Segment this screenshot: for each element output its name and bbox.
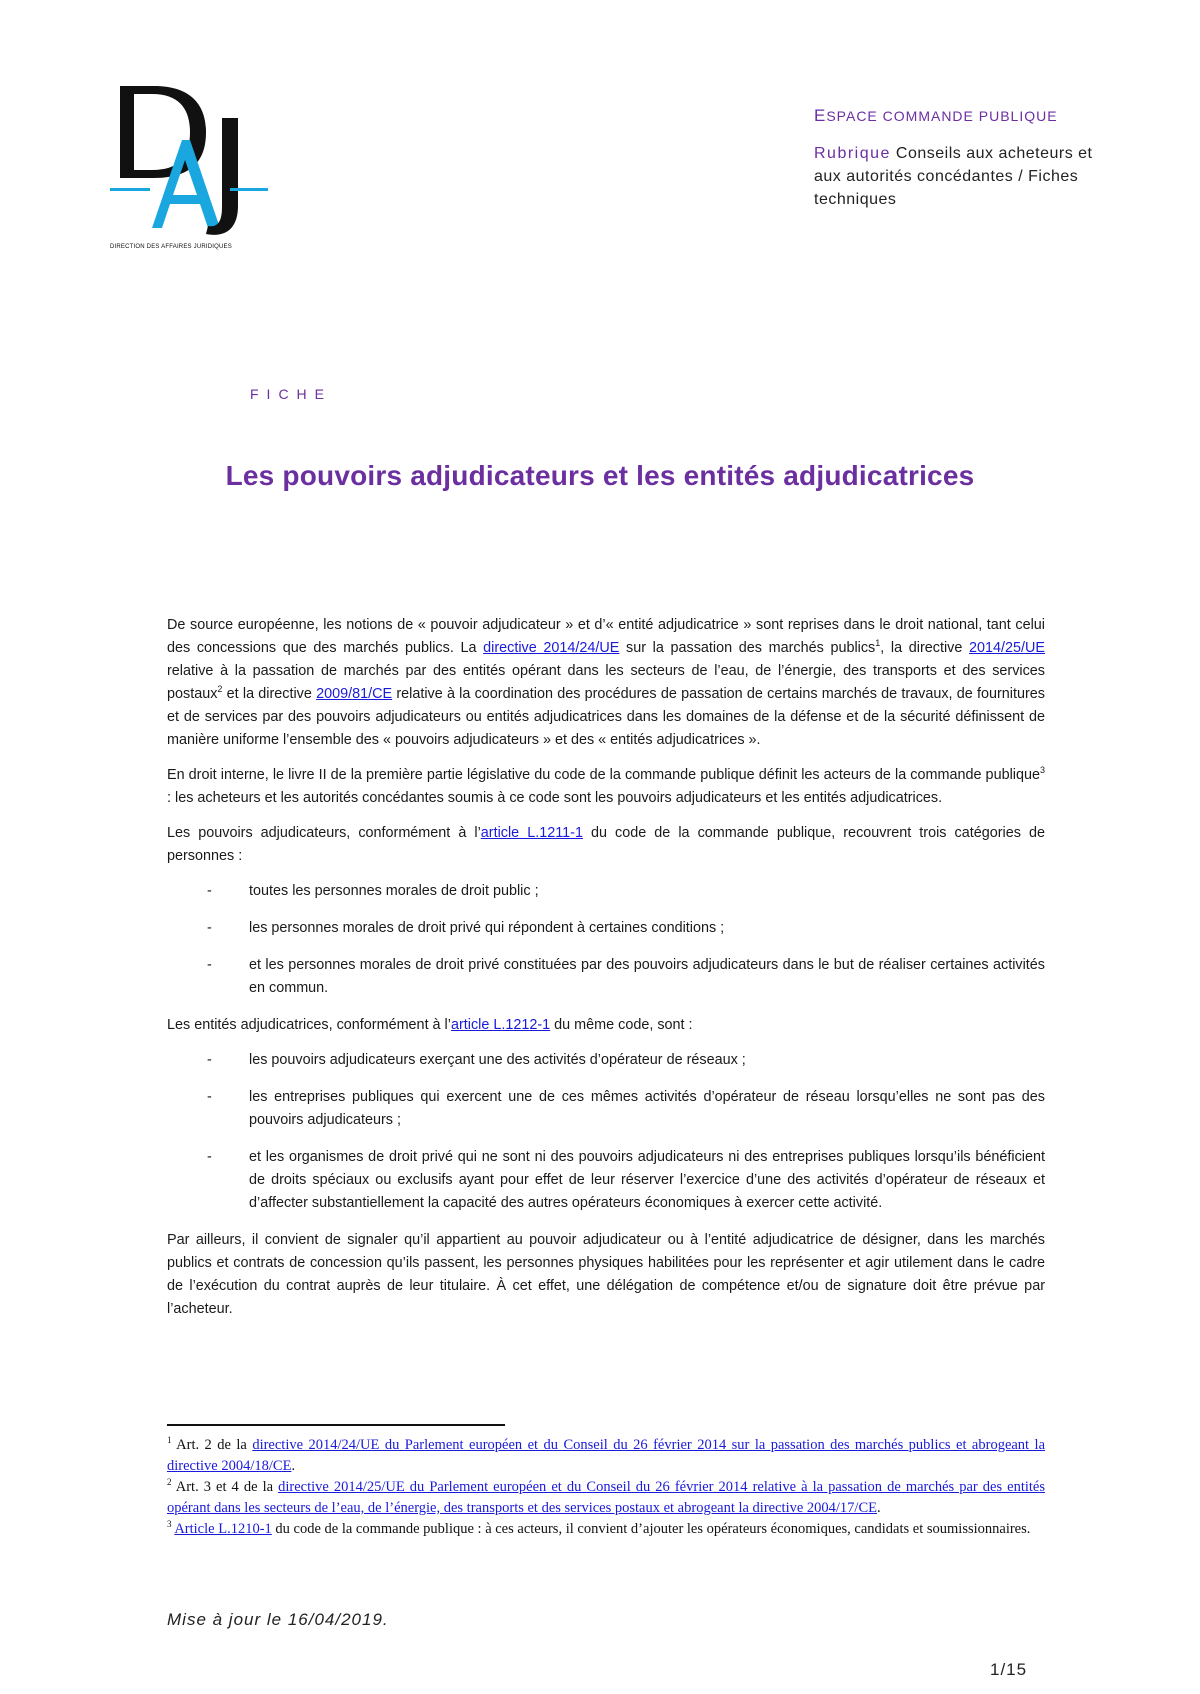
- paragraph-droit-interne: [167, 764, 1045, 810]
- footnote-ref-2[interactable]: 2: [217, 684, 223, 695]
- text-span: Art. 2 de la: [171, 1437, 253, 1453]
- link-article-l1212-1[interactable]: article L.1212-1: [450, 1017, 551, 1033]
- text-span: relative à la coordination des procédures de passation de certains marchés de travaux, de fournitures et de services par des pouvoirs adjudicateurs ou entités adjudicatrices dans les domaines de la défense et de la sécurité définissent de manière uniforme l’ensemble des « pouvoirs adjudicateurs » et des « entités adjudicatrices ».: [167, 686, 1045, 748]
- section-title: [814, 106, 1114, 126]
- section-title-rest: SPACE COMMANDE PUBLIQUE: [826, 108, 1058, 124]
- footnote-2: [167, 1477, 1045, 1519]
- text-span: En droit interne, le livre II de la première partie législative du code de la commande publique définit les acteurs de la commande publique: [167, 767, 1040, 783]
- header-section: [814, 106, 1114, 211]
- logo-subtitle: DIRECTION DES AFFAIRES JURIDIQUES: [110, 244, 232, 250]
- fiche-label: FICHE: [250, 386, 332, 402]
- text-span: Art. 3 et 4 de la: [171, 1479, 279, 1495]
- list-item: - et les personnes morales de droit privé constituées par des pouvoirs adjudicateurs dans le but de réaliser certaines activités en commun.: [249, 954, 1045, 1000]
- document-body: [167, 614, 1045, 1333]
- link-directive-2014-25[interactable]: 2014/25/UE: [969, 640, 1046, 656]
- paragraph-delegation: Par ailleurs, il convient de signaler qu’il appartient au pouvoir adjudicateur ou à l’entité adjudicatrice de désigner, dans les marchés publics et contrats de concession qu’ils passent, les personnes physiques habilitées pour les représenter et agir utilement dans le cadre de l’exécution du contrat auprès de leur titulaire. À cet effet, une délégation de compétence et/ou de signature doit être prévue par l’acheteur.: [167, 1232, 1045, 1317]
- footnote-ref-3[interactable]: 3: [1039, 765, 1045, 776]
- rubrique: [814, 142, 1114, 211]
- text-span: et la directive: [222, 686, 317, 702]
- text-span: Les entités adjudicatrices, conformément à l’: [167, 1017, 451, 1033]
- text-span: .: [877, 1500, 881, 1516]
- list-item: - et les organismes de droit privé qui ne sont ni des pouvoirs adjudicateurs ni des entreprises publiques lorsqu’ils bénéficient de droits spéciaux ou exclusifs ayant pour effet de leur réserver l’exercice d’une des activités d’opérateur de réseaux et d’affecter substantiellement la capacité des autres opérateurs économiques à exercer cette activité.: [249, 1146, 1045, 1215]
- text-span: relative à la passation de marchés par des entités opérant dans les secteurs de l’eau, de l’énergie, des transports et des services postaux: [167, 663, 1045, 702]
- paragraph-pouvoirs: [167, 822, 1045, 868]
- rubrique-text: Conseils aux acheteurs et aux autorités concédantes / Fiches techniques: [814, 145, 1093, 208]
- footnote-number: 2: [167, 1477, 172, 1488]
- rubrique-label: Rubrique: [814, 145, 891, 162]
- update-date: Mise à jour le 16/04/2019.: [167, 1610, 389, 1629]
- footnote-separator: [167, 1424, 505, 1426]
- paragraph-intro: [167, 614, 1045, 752]
- page-number: 1/15: [990, 1660, 1028, 1679]
- list-item: - les entreprises publiques qui exercent une de ces mêmes activités d’opérateur de réseau lorsqu’elles ne sont pas des pouvoirs adjudicateurs ;: [249, 1086, 1045, 1132]
- page-title: Les pouvoirs adjudicateurs et les entités adjudicatrices: [225, 460, 975, 491]
- footnote-link[interactable]: directive 2014/25/UE du Parlement européen et du Conseil du 26 février 2014 relative à la passation de marchés par des entités opérant dans les secteurs de l’eau, de l’énergie, des transports et des services postaux et abrogeant la directive 2004/17/CE: [167, 1479, 1045, 1516]
- text-span: du code de la commande publique : à ces acteurs, il convient d’ajouter les opérateurs économiques, candidats et soumissionnaires.: [271, 1521, 1031, 1537]
- text-span: .: [291, 1458, 296, 1474]
- section-title-initial: E: [814, 106, 827, 125]
- list-item: - les pouvoirs adjudicateurs exerçant une des activités d’opérateur de réseaux ;: [249, 1049, 1045, 1072]
- footnote-link[interactable]: directive 2014/24/UE du Parlement européen et du Conseil du 26 février 2014 sur la passation des marchés publics et abrogeant la directive 2004/18/CE: [167, 1437, 1046, 1474]
- text-span: Les pouvoirs adjudicateurs, conformément à l’: [167, 825, 481, 841]
- link-article-l1211-1[interactable]: article L.1211-1: [480, 825, 583, 841]
- text-span: du même code, sont :: [550, 1017, 693, 1033]
- footnote-number: 1: [167, 1435, 172, 1446]
- footnote-number: 3: [167, 1519, 172, 1530]
- footnote-1: [167, 1435, 1045, 1477]
- list-pouvoirs: [167, 880, 1045, 1000]
- list-entites: [167, 1049, 1045, 1215]
- text-span: , la directive: [880, 640, 969, 656]
- footnotes: [167, 1435, 1045, 1540]
- paragraph-entites: [167, 1014, 1045, 1037]
- list-item: - toutes les personnes morales de droit public ;: [249, 880, 1045, 903]
- text-span: sur la passation des marchés publics: [619, 640, 876, 656]
- daj-logo: [110, 78, 270, 258]
- link-directive-2009-81[interactable]: 2009/81/CE: [316, 686, 393, 702]
- footnote-3: [167, 1519, 1045, 1540]
- list-item: - les personnes morales de droit privé qui répondent à certaines conditions ;: [249, 917, 1045, 940]
- footnote-link[interactable]: Article L.1210-1: [174, 1521, 272, 1537]
- text-span: du code de la commande publique, recouvrent trois catégories de personnes :: [167, 825, 1045, 864]
- link-directive-2014-24[interactable]: directive 2014/24/UE: [483, 640, 620, 656]
- footnote-ref-1[interactable]: 1: [875, 638, 881, 649]
- text-span: : les acheteurs et les autorités concédantes soumis à ce code sont les pouvoirs adjudicateurs et les entités adjudicatrices.: [167, 790, 943, 806]
- text-span: De source européenne, les notions de « pouvoir adjudicateur » et d’« entité adjudicatrice » sont reprises dans le droit national, tant celui des concessions que des marchés publics. La: [167, 617, 1045, 656]
- daj-logo-mark: [110, 78, 270, 258]
